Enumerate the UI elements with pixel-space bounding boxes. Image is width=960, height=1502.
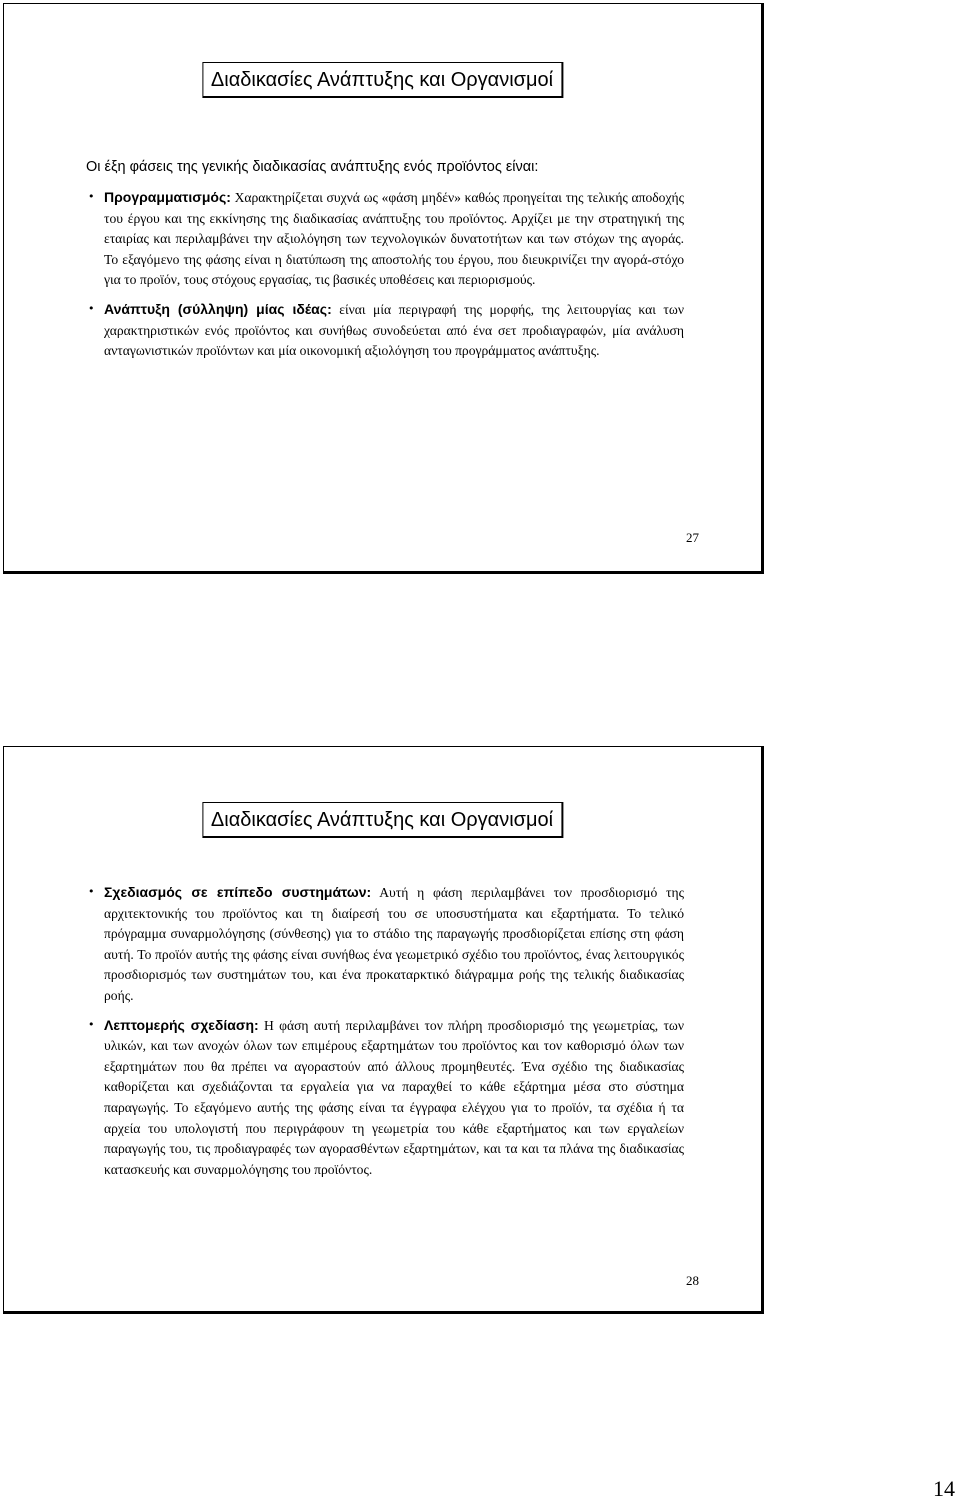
bullet-icon: • <box>88 1017 95 1031</box>
bullet-list <box>88 187 684 370</box>
intro-text: Οι έξη φάσεις της γενικής διαδικασίας ανάπτυξης ενός προϊόντος είναι: <box>86 159 539 175</box>
slide-number: 28 <box>686 1273 699 1288</box>
bullet-text: Αυτή η φάση περιλαμβάνει τον προσδιορισμό της αρχιτεκτονικής του προϊόντος και τη διαίρεσή του σε υποσυστήματα και εξαρτήματα. Το τελικό πρόγραμμα συναρμολόγησης (σύνθεσης) για το στάδιο της παραγωγής προσδιορίζεται επίσης στη φάση αυτή. Το προϊόν αυτής της φάσης είναι συνήθως ένα γεωμετρικό σχέδιο του προϊόντος, ένας λειτουργικός προσδιορισμός των συστημάτων του, και ένα προκαταρκτικό διάγραμμα ροής της τελικής διαδικασίας ροής. <box>104 885 684 1003</box>
bullet-list <box>88 882 684 1188</box>
bullet-icon: • <box>88 301 95 315</box>
bullet-term: Σχεδιασμός σε επίπεδο συστημάτων: <box>104 884 372 900</box>
slide-27 <box>3 3 764 574</box>
bullet-text: είναι μία περιγραφή της μορφής, της λειτουργίας και των χαρακτηριστικών ενός προϊόντος και συνήθως συνοδεύεται από ένα σετ προδιαγραφών, μία ανάλυση ανταγωνιστικών προϊόντων και μία οικονομική αξιολόγηση του προγράμματος ανάπτυξης. <box>104 301 684 359</box>
page-number: 14 <box>933 1476 955 1501</box>
bullet-term: Ανάπτυξη (σύλληψη) μίας ιδέας: <box>104 300 332 317</box>
slide-number: 27 <box>686 530 699 545</box>
bullet-text: Η φάση αυτή περιλαμβάνει τον πλήρη προσδιορισμό της γεωμετρίας, των υλικών, και των ανοχών όλων των επιμέρους εξαρτημάτων του προϊόντος και τον καθορισμό όλων των εξαρτημάτων που θα πρέπει να αγοραστούν από άλλους προμηθευτές. Ένα σχέδιο της διαδικασίας καθορίζεται και σχεδιάζονται τα εργαλεία για να παραχθεί το κάθε εξάρτημα μέσα στο σύστημα παραγωγής. Το εξαγόμενο αυτής της φάσης είναι τα έγγραφα ελέγχου για το προϊόν, τα σχέδια ή τα αρχεία του υπολογιστή που περιγράφουν τη γεωμετρία του κάθε εξαρτήματος και των εργαλείων παραγωγής του, τις προδιαγραφές των αγορασθέντων εξαρτημάτων, και τα και τα πλάνα της διαδικασίας κατασκευής και συναρμολόγησης του προϊόντος. <box>104 1017 685 1177</box>
bullet-text: Χαρακτηρίζεται συχνά ως «φάση μηδέν» καθώς προηγείται της τελικής αποδοχής του έργου και της εκκίνησης της διαδικασίας ανάπτυξης του προϊόντος. Αρχίζει με την στρατηγική της εταιρίας και περιλαμβάνει την αξιολόγηση των τεχνολογικών δυνατοτήτων και των στόχων της αγοράς. Το εξαγόμενο της φάσης είναι η διατύπωση της αποστολής του έργου, που διευκρινίζει την αγορά-στόχο για το προϊόν, τους στόχους εργασίας, τις βασικές υποθέσεις και περιορισμούς. <box>104 190 684 288</box>
slide-title: Διαδικασίες Ανάπτυξης και Οργανισμοί <box>202 802 563 838</box>
slide-title: Διαδικασίες Ανάπτυξης και Οργανισμοί <box>202 62 563 98</box>
bullet-icon: • <box>88 885 95 898</box>
bullet-item <box>88 1015 684 1181</box>
bullet-term: Προγραμματισμός: <box>104 189 231 205</box>
bullet-icon: • <box>88 190 95 203</box>
bullet-item <box>88 187 684 291</box>
bullet-term: Λεπτομερής σχεδίαση: <box>104 1016 259 1033</box>
bullet-item <box>88 882 684 1007</box>
bullet-item <box>88 299 684 362</box>
slide-28 <box>3 746 764 1314</box>
